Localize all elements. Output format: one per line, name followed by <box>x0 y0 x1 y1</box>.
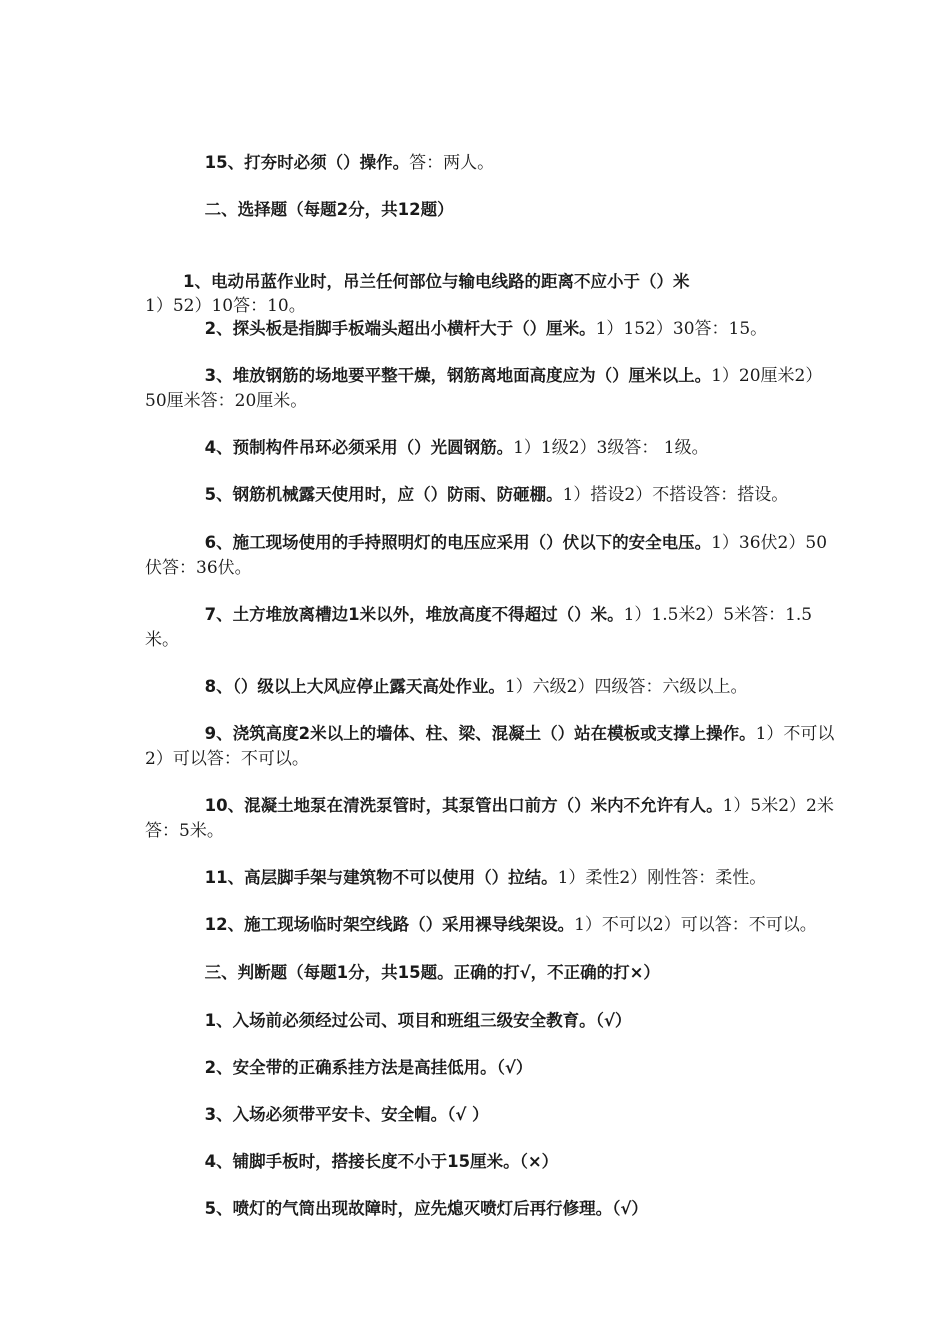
statement-text: 1、入场前必须经过公司、项目和班组三级安全教育。（√） <box>204 1011 632 1030</box>
question-text: 15、打夯时必须（）操作。 <box>204 153 410 172</box>
question-text: 7、土方堆放离槽边1米以外，堆放高度不得超过（）米。 <box>204 605 624 624</box>
section-title: 二、选择题（每题2分，共12题） <box>204 200 454 219</box>
answer-text: 1）六级2）四级答：六级以上。 <box>504 677 748 697</box>
statement-text: 4、铺脚手板时，搭接长度不小于15厘米。（×） <box>204 1152 559 1171</box>
answer-text: 1）152）30答：15。 <box>595 319 768 339</box>
question-text: 4、预制构件吊环必须采用（）光圆钢筋。 <box>204 438 514 457</box>
question-text: 6、施工现场使用的手持照明灯的电压应采用（）伏以下的安全电压。 <box>204 533 712 552</box>
question-text: 3、堆放钢筋的场地要平整干燥，钢筋离地面高度应为（）厘米以上。 <box>204 366 712 385</box>
answer-text: 1）5米2）2米答：5米。 <box>145 796 834 841</box>
statement-text: 2、安全带的正确系挂方法是高挂低用。（√） <box>204 1058 533 1077</box>
answer-text: 答：两人。 <box>409 153 495 173</box>
answer-text: 1）36伏2）50伏答：36伏。 <box>145 533 828 578</box>
answer-text: 1）52）10答：10。 <box>145 296 306 316</box>
question-text: 5、钢筋机械露天使用时，应（）防雨、防砸棚。 <box>204 485 563 504</box>
answer-text: 1）柔性2）刚性答：柔性。 <box>557 868 767 888</box>
question-text: 10、混凝土地泵在清洗泵管时，其泵管出口前方（）米内不允许有人。 <box>204 796 723 815</box>
question-text: 11、高层脚手架与建筑物不可以使用（）拉结。 <box>204 868 558 887</box>
answer-text: 1）1.5米2）5米答：1.5米。 <box>145 605 813 650</box>
question-text: 8、（）级以上大风应停止露天高处作业。 <box>204 677 505 696</box>
question-text: 1、电动吊蓝作业时，吊兰任何部位与输电线路的距离不应小于（）米 <box>183 272 690 291</box>
statement-text: 3、入场必须带平安卡、安全帽。（√ ） <box>204 1105 489 1124</box>
answer-text: 1）不可以2）可以答：不可以。 <box>145 724 835 769</box>
question-text: 9、浇筑高度2米以上的墙体、柱、梁、混凝土（）站在模板或支撑上操作。 <box>204 724 756 743</box>
question-text: 12、施工现场临时架空线路（）采用裸导线架设。 <box>204 915 575 934</box>
answer-text: 1）20厘米2）50厘米答：20厘米。 <box>145 366 823 411</box>
question-text: 2、探头板是指脚手板端头超出小横杆大于（）厘米。 <box>204 319 596 338</box>
answer-text: 1）搭设2）不搭设答：搭设。 <box>562 485 789 505</box>
judgement-5 <box>145 1171 835 1247</box>
statement-text: 5、喷灯的气筒出现故障时，应先熄灭喷灯后再行修理。（√） <box>204 1199 648 1218</box>
section-title: 三、判断题（每题1分，共15题。正确的打√，不正确的打×） <box>204 963 660 982</box>
answer-text: 1）1级2）3级答： 1级。 <box>513 438 709 458</box>
answer-text: 1）不可以2）可以答：不可以。 <box>574 915 817 935</box>
